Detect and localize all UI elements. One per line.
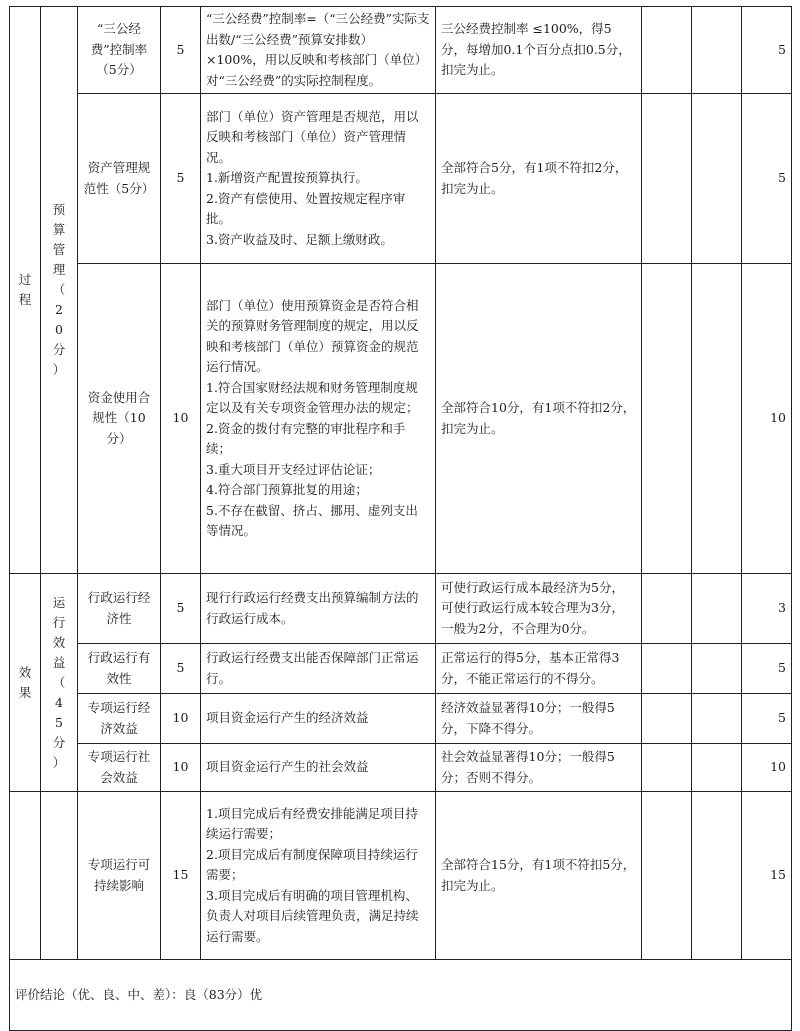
content-line: 2.项目完成后有制度保障项目持续运行需要；: [206, 846, 418, 883]
indicator-cell: 专项运行社会效益: [78, 744, 161, 792]
weight-cell: 5: [161, 574, 201, 644]
table-row: [10, 792, 792, 960]
content-cell: 项目资金运行产生的社会效益: [201, 744, 436, 792]
criteria-cell: 全部符合15分，有1项不符扣5分，扣完为止。: [436, 792, 642, 960]
blank-cell: [692, 694, 742, 744]
level1-cell: [10, 574, 41, 792]
indicator-cell: 专项运行可持续影响: [78, 792, 161, 960]
indicator-cell: 资金使用合规性（10分）: [78, 264, 161, 574]
content-cell: [201, 94, 436, 264]
criteria-cell: 正常运行的得5分，基本正常得3分，不能正常运行的不得分。: [436, 644, 642, 694]
content-cell: 项目资金运行产生的经济效益: [201, 694, 436, 744]
criteria-cell: 全部符合5分，有1项不符扣2分，扣完为止。: [436, 94, 642, 264]
score-cell: 5: [742, 7, 792, 94]
content-line: 1.符合国家财经法规和财务管理制度规定以及有关专项资金管理办法的规定；: [206, 379, 419, 415]
criteria-cell: 社会效益显著得10分；一般得5分；否则不得分。: [436, 744, 642, 792]
level2-label: 预 算 管 理 （ 2 0 分 ）: [52, 202, 66, 377]
content-line: 5.不存在截留、挤占、挪用、虚列支出等情况。: [206, 502, 418, 538]
blank-cell: [692, 264, 742, 574]
table-row: [10, 744, 792, 792]
indicator-cell: 行政运行有效性: [78, 644, 161, 694]
weight-cell: 10: [161, 694, 201, 744]
blank-cell: [692, 792, 742, 960]
blank-cell: [642, 7, 692, 94]
blank-cell: [10, 792, 41, 960]
table-row: [10, 574, 792, 644]
level1-cell: [10, 7, 41, 574]
conclusion-row: [10, 960, 792, 1031]
content-line: 3.资产收益及时、足额上缴财政。: [206, 231, 393, 247]
blank-cell: [692, 644, 742, 694]
criteria-cell: 可使行政运行成本最经济为5分，可使行政运行成本较合理为3分，一般为2分，不合理为0分。: [436, 574, 642, 644]
score-cell: 5: [742, 94, 792, 264]
blank-cell: [41, 792, 78, 960]
content-line: 2.资金的拨付有完整的审批程序和手续；: [206, 420, 406, 456]
conclusion-cell: 评价结论（优、良、中、差）：良（83分）优: [10, 960, 792, 1031]
score-cell: 5: [742, 694, 792, 744]
level1-label: 过 程: [18, 272, 32, 307]
level2-label: 运 行 效 益 （ 4 5 分 ）: [52, 594, 66, 770]
indicator-cell: 资产管理规范性（5分）: [78, 94, 161, 264]
score-cell: 10: [742, 264, 792, 574]
blank-cell: [642, 744, 692, 792]
blank-cell: [692, 744, 742, 792]
blank-cell: [642, 694, 692, 744]
level2-cell: [41, 574, 78, 792]
indicator-cell: 专项运行经济效益: [78, 694, 161, 744]
blank-cell: [642, 94, 692, 264]
criteria-cell: 三公经费控制率 ≤100%，得5分，每增加0.1个百分点扣0.5分，扣完为止。: [436, 7, 642, 94]
content-line: 4.符合部门预算批复的用途；: [206, 482, 368, 497]
score-cell: 3: [742, 574, 792, 644]
blank-cell: [692, 574, 742, 644]
table-row: [10, 94, 792, 264]
content-line: 部门（单位）资产管理是否规范，用以反映和考核部门（单位）资产管理情况。: [206, 108, 419, 165]
content-line: 1.新增资产配置按预算执行。: [206, 170, 368, 186]
weight-cell: 5: [161, 7, 201, 94]
content-line: 1.项目完成后有经费安排能满足项目持续运行需要；: [206, 805, 418, 842]
table-row: [10, 264, 792, 574]
weight-cell: 15: [161, 792, 201, 960]
weight-cell: 5: [161, 644, 201, 694]
table-row: [10, 644, 792, 694]
content-cell: [201, 264, 436, 574]
content-cell: 行政运行经费支出能否保障部门正常运行。: [201, 644, 436, 694]
content-line: 3.重大项目开支经过评估论证；: [206, 461, 381, 477]
criteria-cell: 全部符合10分，有1项不符扣2分，扣完为止。: [436, 264, 642, 574]
table-row: [10, 694, 792, 744]
score-cell: 15: [742, 792, 792, 960]
indicator-cell: 行政运行经济性: [78, 574, 161, 644]
blank-cell: [692, 94, 742, 264]
weight-cell: 5: [161, 94, 201, 264]
blank-cell: [642, 264, 692, 574]
score-cell: 5: [742, 644, 792, 694]
score-cell: 10: [742, 744, 792, 792]
blank-cell: [642, 792, 692, 960]
blank-cell: [642, 574, 692, 644]
blank-cell: [692, 7, 742, 94]
weight-cell: 10: [161, 264, 201, 574]
blank-cell: [642, 644, 692, 694]
weight-cell: 10: [161, 744, 201, 792]
content-line: 部门（单位）使用预算资金是否符合相关的预算财务管理制度的规定，用以反映和考核部门（单位）预算资金的规范运行情况。: [206, 297, 419, 374]
indicator-cell: “三公经费”控制率（5分）: [78, 7, 161, 94]
level1-label: 效 果: [18, 664, 32, 700]
table-row: [10, 7, 792, 94]
content-line: 2.资产有偿使用、处置按规定程序审批。: [206, 190, 406, 227]
content-cell: [201, 792, 436, 960]
content-line: 3.项目完成后有明确的项目管理机构、负责人对项目后续管理负责，满足持续运行需要。: [206, 887, 419, 944]
level2-cell: [41, 7, 78, 574]
criteria-cell: 经济效益显著得10分；一般得5分，下降不得分。: [436, 694, 642, 744]
content-cell: 现行行政运行经费支出预算编制方法的行政运行成本。: [201, 574, 436, 644]
content-cell: “三公经费”控制率=（“三公经费”实际支出数/“三公经费”预算安排数）×100%，用以反映和考核部门（单位）对“三公经费”的实际控制程度。: [201, 7, 436, 94]
evaluation-table: [9, 6, 792, 1031]
